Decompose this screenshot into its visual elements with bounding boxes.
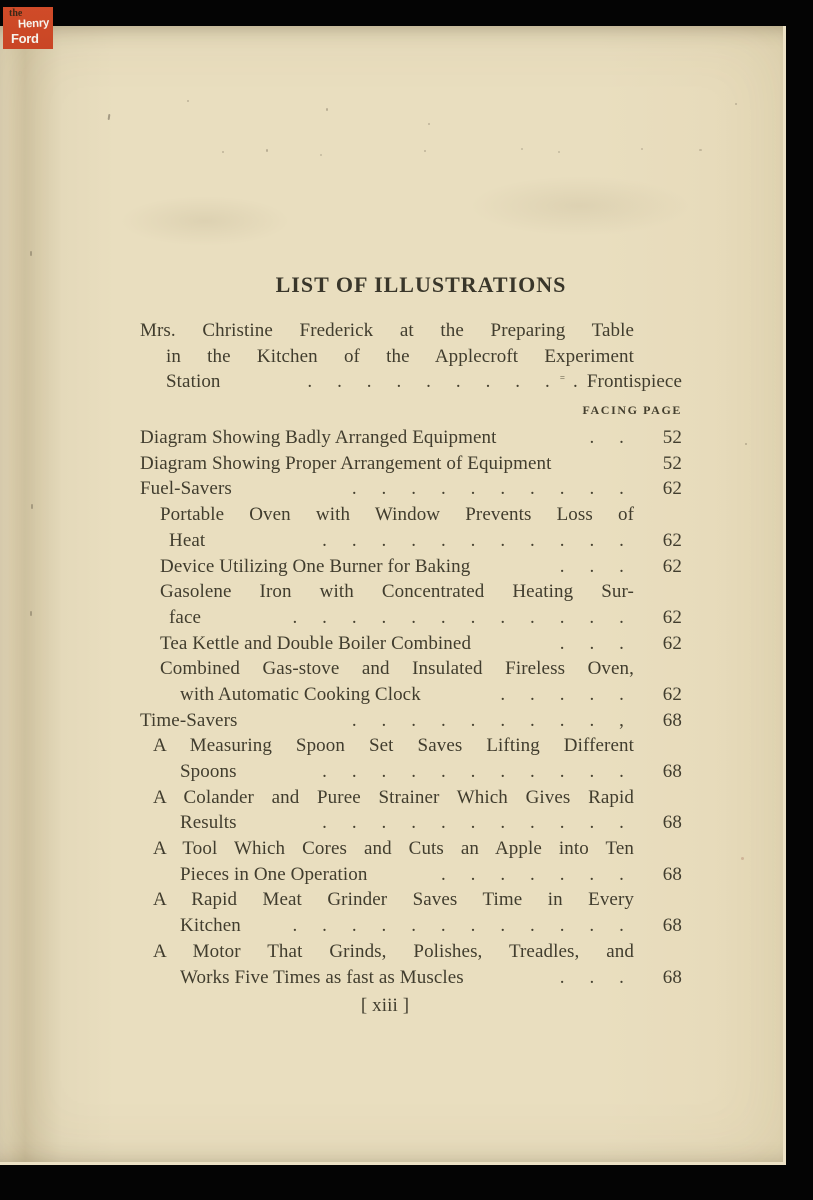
entry-page-number: 62 <box>662 632 682 654</box>
entry-text: Diagram Showing Proper Arrangement of Equipment <box>140 452 552 474</box>
page-title: LIST OF ILLUSTRATIONS <box>275 272 567 297</box>
entry-text: Spoons <box>180 761 237 782</box>
list-of-illustrations <box>140 318 682 1019</box>
scan-speck <box>326 108 328 111</box>
entry-page-number: 52 <box>662 452 682 474</box>
toc-row <box>140 554 682 580</box>
toc-row <box>140 451 682 477</box>
scan-speck <box>641 148 643 150</box>
entry-text: with Automatic Cooking Clock <box>180 683 421 705</box>
entry-page-number: 62 <box>662 478 682 500</box>
entry-leader: . . . . . . . . . . . . <box>292 606 624 628</box>
entry-page-number: 62 <box>662 683 682 705</box>
entry-leader: . . . . . . . . . . . . <box>292 915 624 937</box>
toc-list <box>140 425 682 990</box>
scan-speck <box>424 150 426 152</box>
entry-text: Pieces in One Operation <box>180 863 368 885</box>
scan-speck <box>428 123 430 125</box>
entry-text: Heat <box>169 529 206 551</box>
scan-smudge <box>120 196 290 246</box>
entry-text: A Colander and Puree Strainer Which Gives Rapid <box>153 786 634 808</box>
toc-row <box>140 708 682 734</box>
scan-speck <box>222 151 224 153</box>
entry-text: Results <box>180 812 237 834</box>
toc-row <box>140 344 682 370</box>
entry-page-number: 68 <box>662 812 682 834</box>
scan-smudge <box>470 176 690 236</box>
entry-leader: . . . . . . . . . , <box>351 709 624 731</box>
scan-speck <box>558 151 560 153</box>
entry-page-number: 68 <box>662 915 682 937</box>
entry-leader: . . . . . . . . . . . <box>322 812 624 834</box>
entry-text: Station <box>166 371 221 393</box>
entry-text: Tea Kettle and Double Boiler Combined <box>160 632 472 654</box>
entry-text: Portable Oven with Window Prevents Loss of <box>160 504 634 526</box>
folio-page-number: [ xiii ] <box>360 995 410 1017</box>
scan-speck <box>30 251 32 256</box>
entry-text: Diagram Showing Badly Arranged Equipment <box>140 427 497 449</box>
scan-speck <box>30 611 32 616</box>
entry-text: Works Five Times as fast as Muscles <box>180 966 464 988</box>
scan-speck <box>320 154 322 156</box>
toc-row <box>140 887 682 913</box>
toc-row <box>140 785 682 811</box>
entry-text: A Motor That Grinds, Polishes, Treadles, and <box>153 940 634 962</box>
entry-page-number: 68 <box>662 761 682 782</box>
toc-row <box>140 476 682 502</box>
entry-text: Time-Savers <box>140 709 238 731</box>
toc-row <box>140 733 682 759</box>
entry-leader: . . . . . . . . . . <box>351 478 624 500</box>
toc-row <box>140 862 682 888</box>
toc-row <box>140 631 682 657</box>
scan-speck <box>745 443 747 445</box>
toc-row <box>140 579 682 605</box>
toc-row <box>140 528 682 554</box>
scan-speck <box>741 857 744 860</box>
scan-speck <box>266 149 268 152</box>
entry-text: face <box>169 606 202 628</box>
entry-page-number: Frontispiece <box>586 371 682 393</box>
entry-text: A Tool Which Cores and Cuts an Apple into Ten <box>153 838 634 860</box>
entry-tail-dot: . <box>573 371 578 393</box>
entry-page-number: 68 <box>662 709 682 731</box>
front-matter-block <box>140 318 682 395</box>
entry-text: Gasolene Iron with Concentrated Heating Sur- <box>160 581 634 603</box>
facing-page-label: FACING PAGE <box>582 403 682 418</box>
toc-row <box>140 810 682 836</box>
watermark-henry-label: Henry <box>17 17 50 31</box>
toc-row <box>140 836 682 862</box>
entry-text: Mrs. Christine Frederick at the Preparing Table <box>140 320 634 341</box>
entry-leader: . . <box>589 427 624 449</box>
entry-text: Device Utilizing One Burner for Baking <box>160 555 471 577</box>
scan-speck <box>735 103 737 105</box>
toc-row <box>140 759 682 785</box>
scan-speck <box>699 149 702 151</box>
entry-leader: . . . . . . . . . . . <box>322 761 624 782</box>
entry-text: A Measuring Spoon Set Saves Lifting Different <box>153 735 634 757</box>
toc-row <box>140 682 682 708</box>
toc-row <box>140 656 682 682</box>
toc-row <box>140 425 682 451</box>
entry-text: A Rapid Meat Grinder Saves Time in Every <box>153 889 634 911</box>
toc-row <box>140 318 682 344</box>
entry-text: in the Kitchen of the Applecroft Experiment <box>166 345 634 367</box>
watermark-ford-label: Ford <box>11 31 39 46</box>
henry-ford-watermark-badge <box>3 7 53 49</box>
entry-leader: . . . <box>559 632 624 654</box>
book-page <box>0 26 786 1165</box>
entry-page-number: 68 <box>662 966 682 988</box>
entry-leader: . . . . . . . . . . . <box>322 529 624 551</box>
entry-text: Combined Gas-stove and Insulated Fireless Oven, <box>160 658 634 680</box>
entry-leader: . . . . . . . <box>440 863 624 885</box>
entry-text: Fuel-Savers <box>140 478 232 500</box>
scan-speck <box>31 504 33 509</box>
toc-row <box>140 502 682 528</box>
entry-press-artifact: = <box>559 373 566 384</box>
toc-row <box>140 369 682 395</box>
scan-speck <box>521 148 523 150</box>
entry-page-number: 52 <box>662 427 682 449</box>
scan-speck <box>187 100 189 102</box>
entry-page-number: 68 <box>662 863 682 885</box>
toc-row <box>140 965 682 991</box>
entry-page-number: 62 <box>662 606 682 628</box>
entry-leader: . . . . . . . . . <box>307 371 550 393</box>
toc-row <box>140 939 682 965</box>
entry-leader: . . . . . <box>500 683 624 705</box>
toc-row <box>140 605 682 631</box>
entry-page-number: 62 <box>662 529 682 551</box>
toc-row <box>140 913 682 939</box>
entry-leader: . . . <box>559 966 624 988</box>
entry-leader: . . . <box>559 555 624 577</box>
entry-page-number: 62 <box>662 555 682 577</box>
entry-text: Kitchen <box>180 915 241 937</box>
watermark-the-label: the <box>9 8 23 19</box>
